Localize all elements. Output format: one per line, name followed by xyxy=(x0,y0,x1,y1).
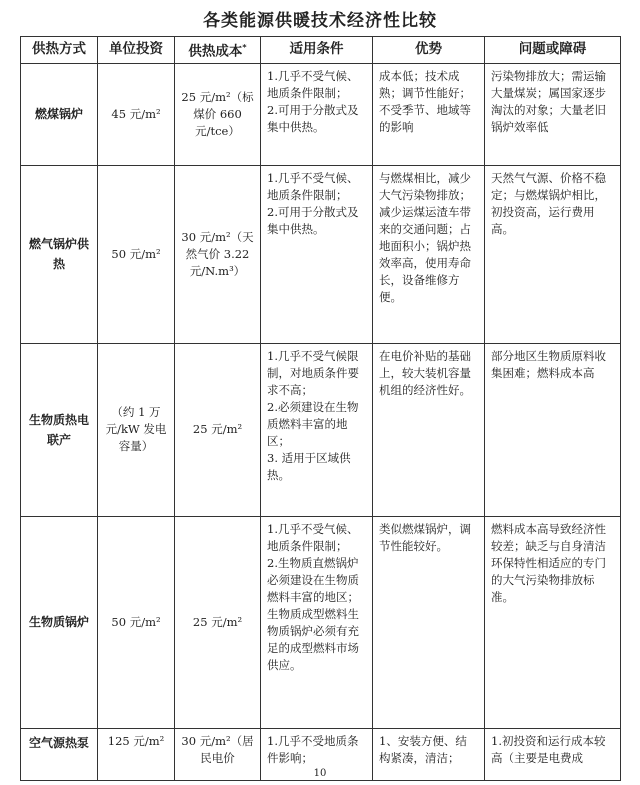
header-invest: 单位投资 xyxy=(98,37,175,64)
table-row xyxy=(21,165,621,343)
table-row xyxy=(21,63,621,165)
row-advantages: 在电价补贴的基础上，较大装机容量机组的经济性好。 xyxy=(373,343,485,516)
row-cost: 30 元/m²（居民电价 xyxy=(175,728,261,780)
header-type: 供热方式 xyxy=(21,37,98,64)
row-invest: 50 元/m² xyxy=(98,516,175,728)
row-cost: 25 元/m² xyxy=(175,343,261,516)
header-conditions: 适用条件 xyxy=(261,37,373,64)
row-advantages: 类似燃煤锅炉，调节性能较好。 xyxy=(373,516,485,728)
row-conditions: 1.几乎不受气候、地质条件限制； 2.可用于分散式及集中供热。 xyxy=(261,63,373,165)
row-problems: 部分地区生物质原料收集困难；燃料成本高 xyxy=(485,343,621,516)
row-type: 空气源热泵 xyxy=(21,728,98,780)
row-invest: 45 元/m² xyxy=(98,63,175,165)
row-type: 燃煤锅炉 xyxy=(21,63,98,165)
row-invest: 125 元/m² xyxy=(98,728,175,780)
row-invest: 50 元/m² xyxy=(98,165,175,343)
row-advantages: 1、安装方便、结构紧凑，清洁； xyxy=(373,728,485,780)
header-cost: 供热成本* xyxy=(175,37,261,64)
page-title: 各类能源供暖技术经济性比较 xyxy=(203,11,437,31)
row-problems: 1.初投资和运行成本较高（主要是电费成 xyxy=(485,728,621,780)
page-number: 10 xyxy=(313,768,327,779)
table-row xyxy=(21,343,621,516)
comparison-table xyxy=(20,36,621,781)
table-header-row xyxy=(21,37,621,64)
row-problems: 污染物排放大；需运输大量煤炭；属国家逐步淘汰的对象；大量老旧锅炉效率低 xyxy=(485,63,621,165)
header-advantages: 优势 xyxy=(373,37,485,64)
row-cost: 25 元/m²（标煤价 660 元/tce） xyxy=(175,63,261,165)
header-problems: 问题或障碍 xyxy=(485,37,621,64)
row-advantages: 与燃煤相比，减少大气污染物排放；减少运煤运渣车带来的交通问题；占地面积小；锅炉热效率高，使用寿命长，设备维修方便。 xyxy=(373,165,485,343)
row-conditions: 1.几乎不受地质条件影响； xyxy=(261,728,373,780)
row-problems: 天然气气源、价格不稳定；与燃煤锅炉相比，初投资高，运行费用高。 xyxy=(485,165,621,343)
row-type: 生物质锅炉 xyxy=(21,516,98,728)
row-type: 燃气锅炉供热 xyxy=(21,165,98,343)
row-cost: 30 元/m²（天然气价 3.22 元/N.m³） xyxy=(175,165,261,343)
row-conditions: 1.几乎不受气候限制，对地质条件要求不高； 2.必须建设在生物质燃料丰富的地区； 3. 适用于区域供热。 xyxy=(261,343,373,516)
table-row xyxy=(21,516,621,728)
row-cost: 25 元/m² xyxy=(175,516,261,728)
row-invest: （约 1 万元/kW 发电容量） xyxy=(98,343,175,516)
row-type: 生物质热电联产 xyxy=(21,343,98,516)
row-advantages: 成本低；技术成熟；调节性能好；不受季节、地域等的影响 xyxy=(373,63,485,165)
row-problems: 燃料成本高导致经济性较差；缺乏与自身清洁环保特性相适应的专门的大气污染物排放标准。 xyxy=(485,516,621,728)
row-conditions: 1.几乎不受气候、地质条件限制； 2.可用于分散式及集中供热。 xyxy=(261,165,373,343)
cost-footnote-mark: * xyxy=(242,43,247,52)
row-conditions: 1.几乎不受气候、地质条件限制； 2.生物质直燃锅炉必须建设在生物质燃料丰富的地区；生物质成型燃料生物质锅炉必须有充足的成型燃料市场供应。 xyxy=(261,516,373,728)
